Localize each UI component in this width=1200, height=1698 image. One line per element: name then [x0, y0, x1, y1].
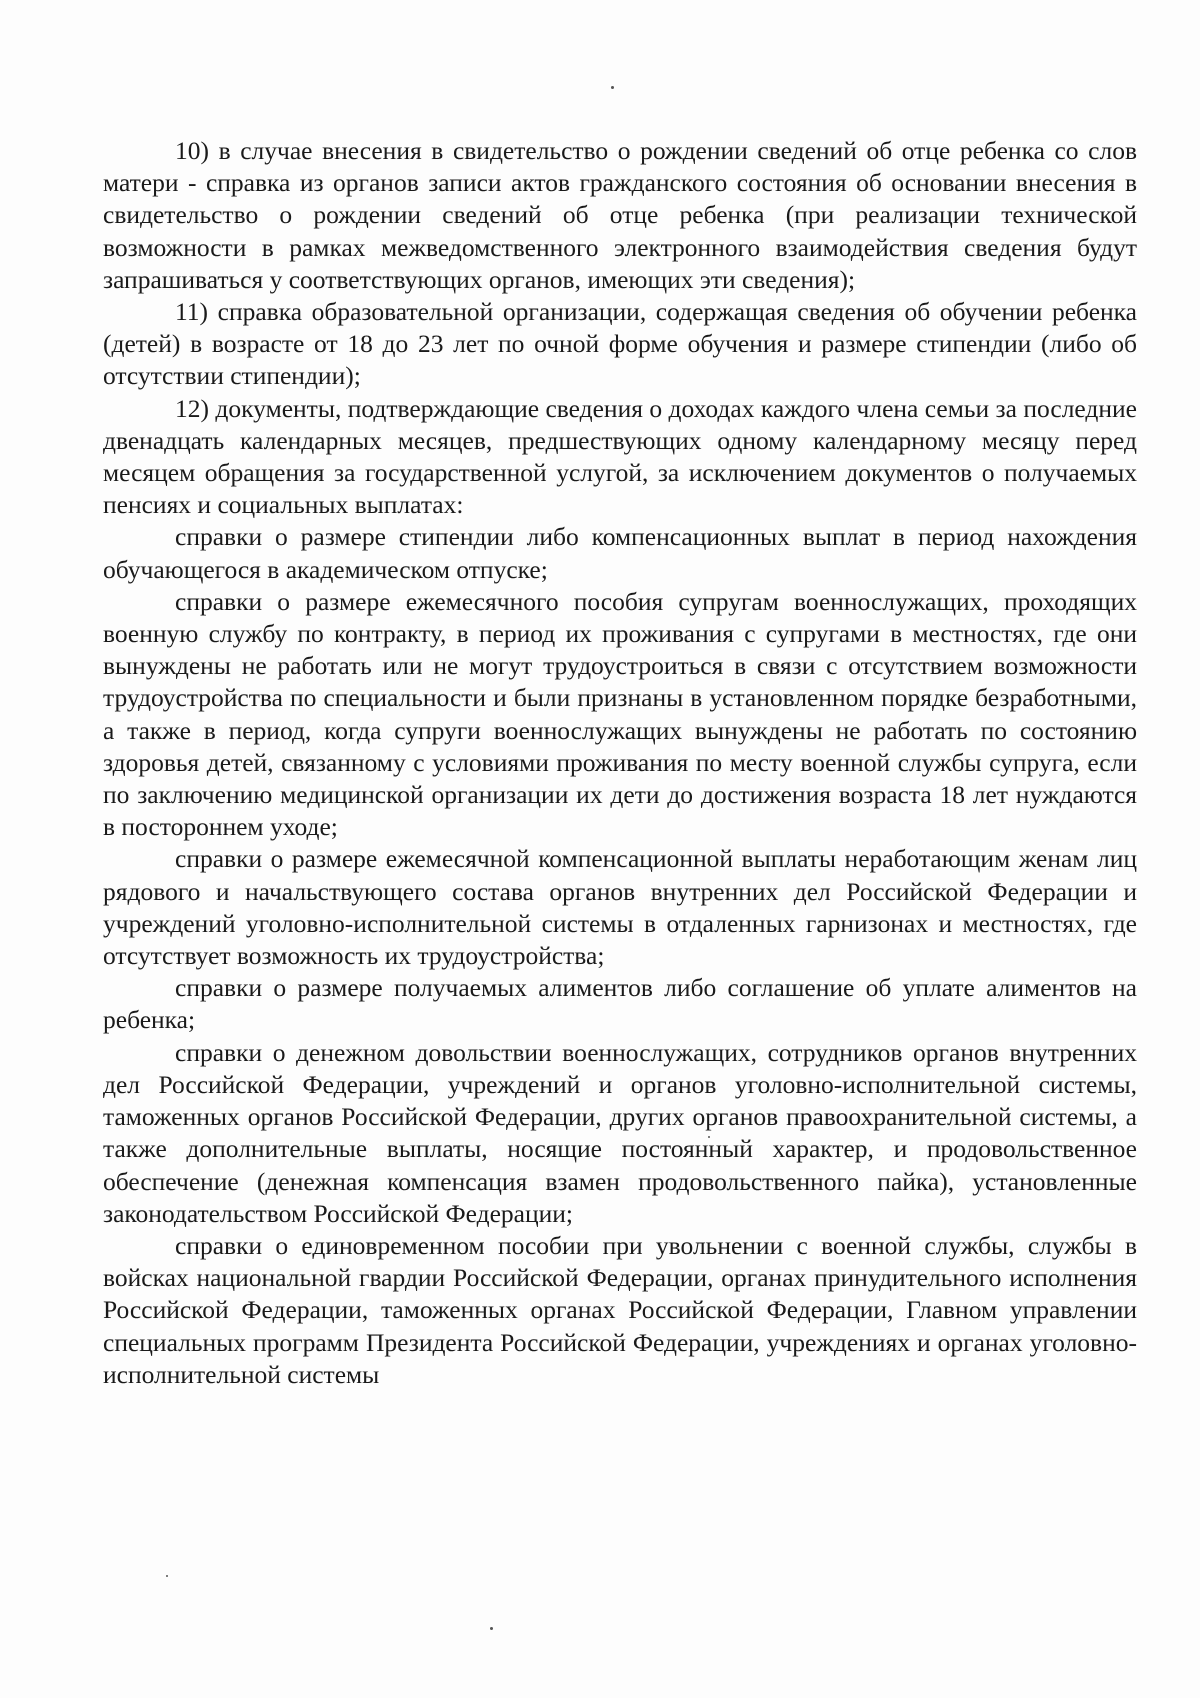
paragraph-alimony-certificates: справки о размере получаемых алиментов либо соглашение об уплате алиментов на ребенка;	[103, 973, 1137, 1035]
document-body	[103, 135, 1137, 1391]
paragraph-stipend-certificates: справки о размере стипендии либо компенсационных выплат в период нахождения обучающегося в академическом отпуске;	[103, 522, 1137, 584]
paragraph-compensation-certificates: справки о размере ежемесячной компенсационной выплаты неработающим женам лиц рядового и начальствующего состава органов внутренних дел Российской Федерации и учреждений уголовно-исполнительной системы в отдаленных гарнизонах и местностях, где отсутствует возможность их трудоустройства;	[103, 844, 1137, 971]
paragraph-severance-certificates: справки о единовременном пособии при увольнении с военной службы, службы в войсках национальной гвардии Российской Федерации, органах принудительного исполнения Российской Федерации, таможенных органах Российской Федерации, Главном управлении специальных программ Президента Российской Федерации, учреждениях и органах уголовно-исполнительной системы	[103, 1230, 1137, 1389]
scan-speck	[611, 86, 614, 89]
scan-speck	[490, 1627, 493, 1630]
scan-speck	[166, 1575, 168, 1577]
paragraph-pay-certificates: справки о денежном довольствии военнослужащих, сотрудников органов внутренних дел Российской Федерации, учреждений и органов уголовно-исполнительной системы, таможенных органов Российской Федерации, других органов правоохранительной системы, а также дополнительные выплаты, носящие постоянный характер, и продовольственное обеспечение (денежная компенсация взамен продовольственного пайка), установленные законодательством Российской Федерации;	[103, 1037, 1137, 1228]
paragraph-item-10: 10) в случае внесения в свидетельство о рождении сведений об отце ребенка со слов матери - справка из органов записи актов гражданского состояния об основании внесения в свидетельство о рождении сведений об отце ребенка (при реализации технической возможности в рамках межведомственного электронного взаимодействия сведения будут запрашиваться у соответствующих органов, имеющих эти сведения);	[103, 136, 1137, 294]
paragraph-item-12: 12) документы, подтверждающие сведения о доходах каждого члена семьи за последние двенадцать календарных месяцев, предшествующих одному календарному месяцу перед месяцем обращения за государственной услугой, за исключением документов о получаемых пенсиях и социальных выплатах:	[103, 393, 1137, 520]
paragraph-spouse-allowance-certificates: справки о размере ежемесячного пособия супругам военнослужащих, проходящих военную службу по контракту, в период их проживания с супругами в местностях, где они вынуждены не работать или не могут трудоустроиться в связи с отсутствием возможности трудоустройства по специальности и были признаны в установленном порядке безработными, а также в период, когда супруги военнослужащих вынуждены не работать по состоянию здоровья детей, связанному с условиями проживания по месту военной службы супруга, если по заключению медицинской организации их дети до достижения возраста 18 лет нуждаются в постороннем уходе;	[103, 586, 1137, 842]
paragraph-item-11: 11) справка образовательной организации, содержащая сведения об обучении ребенка (детей) в возрасте от 18 до 23 лет по очной форме обучения и размере стипендии (либо об отсутствии стипендии);	[103, 297, 1137, 391]
